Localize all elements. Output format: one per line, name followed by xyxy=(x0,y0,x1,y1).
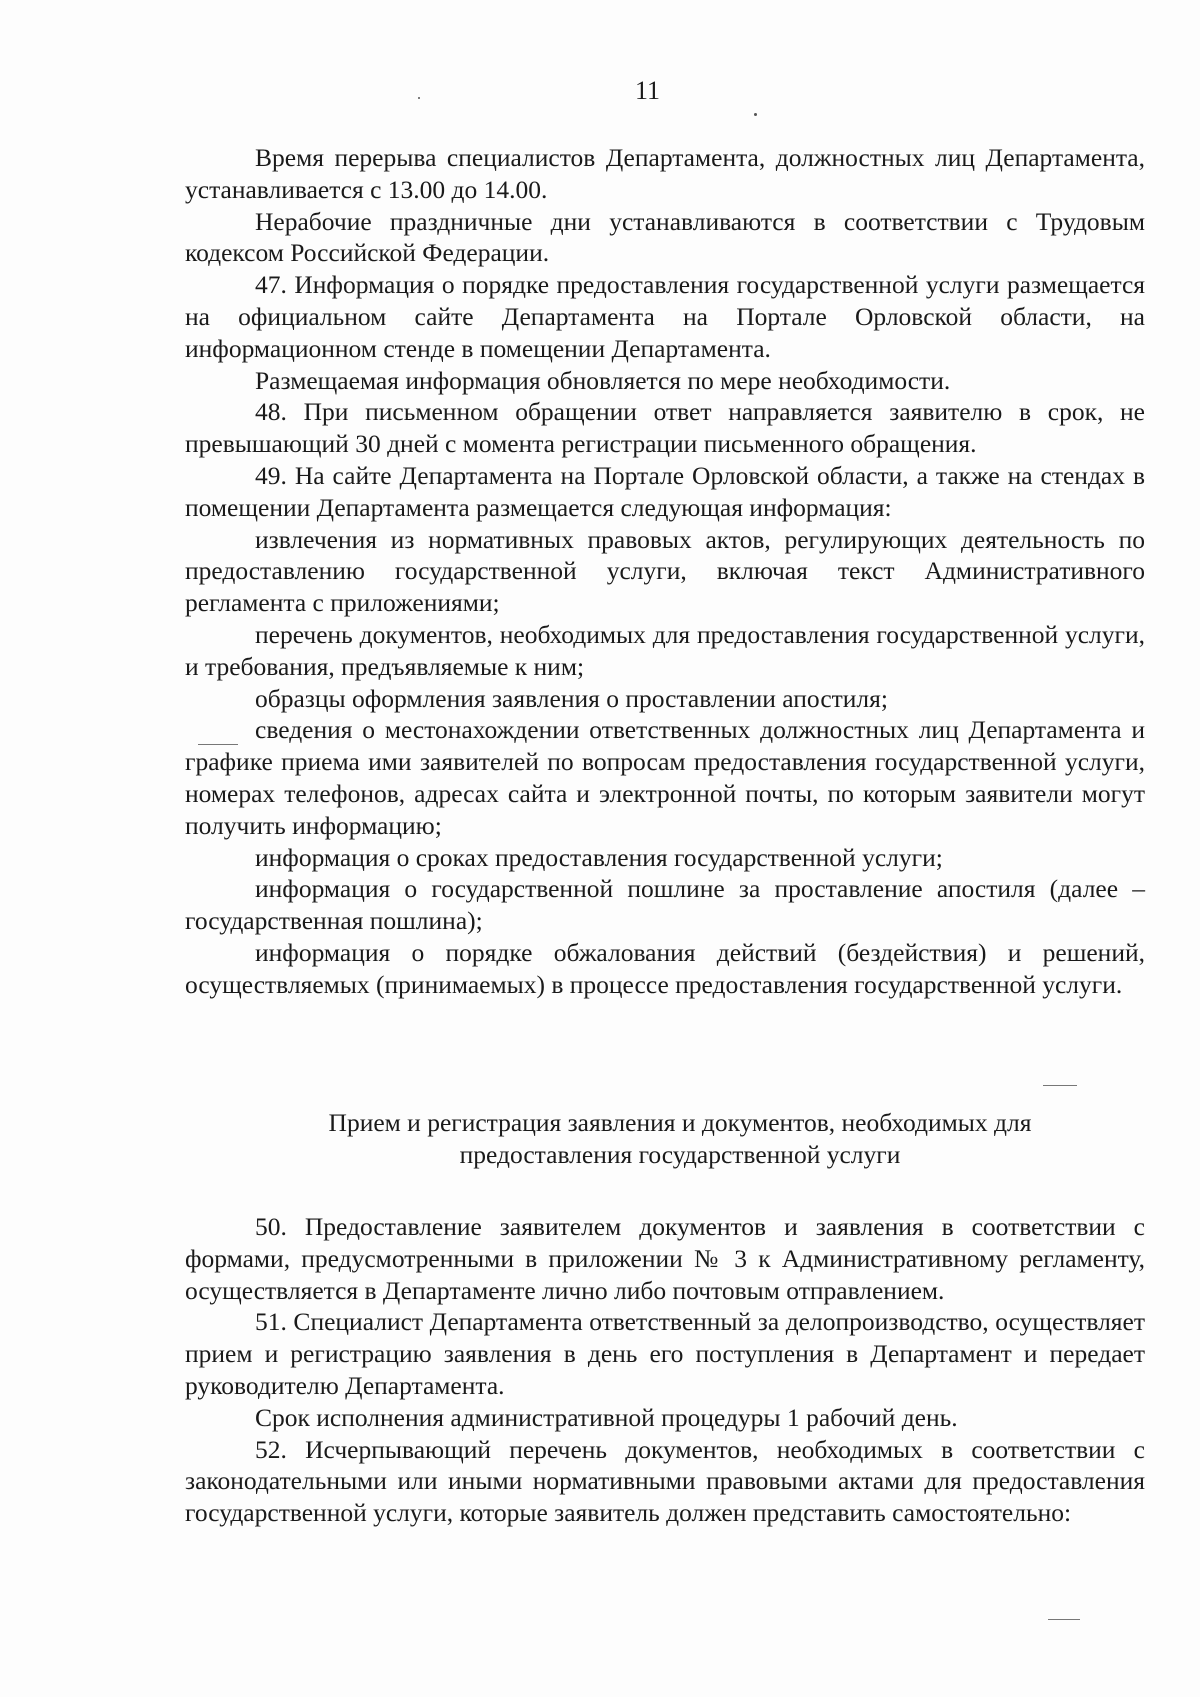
scan-artifact xyxy=(1048,1619,1080,1620)
scan-artifact xyxy=(1043,1085,1077,1086)
paragraph: 50. Предоставление заявителем документов и заявления в соответствии с формами, предусмотренными в приложении № 3 к Административному регламенту, осуществляется в Департаменте лично либо почтовым отправлением. xyxy=(185,1212,1145,1305)
paragraph: информация о порядке обжалования действий (бездействия) и решений, осуществляемых (принимаемых) в процессе предоставления государственной услуги. xyxy=(185,937,1145,999)
paragraph: информация о сроках предоставления государственной услуги; xyxy=(255,842,943,872)
paragraph: 52. Исчерпывающий перечень документов, необходимых в соответствии с законодательными или иными нормативными правовыми актами для предоставления государственной услуги, которые заявитель должен представить самостоятельно: xyxy=(185,1434,1145,1528)
section-heading-line: предоставления государственной услуги xyxy=(459,1139,901,1169)
paragraph: сведения о местонахождении ответственных должностных лиц Департамента и графике приема ими заявителей по вопросам предоставления государственной услуги, номерах телефонов, адресах сайта и электронной почты, по которым заявители могут получить информацию; xyxy=(185,715,1145,840)
paragraph: 51. Специалист Департамента ответственный за делопроизводство, осуществляет прием и регистрацию заявления в день его поступления в Департамент и передает руководителю Департамента. xyxy=(185,1307,1145,1400)
paragraph: Срок исполнения административной процедуры 1 рабочий день. xyxy=(255,1402,958,1432)
paragraph: перечень документов, необходимых для предоставления государственной услуги, и требования, предъявляемые к ним; xyxy=(185,619,1145,681)
paragraph: образцы оформления заявления о проставлении апостиля; xyxy=(255,683,888,713)
paragraph: информация о государственной пошлине за проставление апостиля (далее – государственная пошлина); xyxy=(185,874,1145,936)
section-heading-line: Прием и регистрация заявления и документов, необходимых для xyxy=(328,1108,1032,1137)
scan-artifact xyxy=(198,744,238,745)
body-text-top xyxy=(185,142,1145,1001)
paragraph: Нерабочие праздничные дни устанавливаются в соответствии с Трудовым кодексом Российской Федерации. xyxy=(185,206,1145,268)
body-text-bottom xyxy=(185,1211,1145,1529)
paragraph: 47. Информация о порядке предоставления государственной услуги размещается на официальном сайте Департамента на Портале Орловской области, на информационном стенде в помещении Департамента. xyxy=(185,270,1145,363)
scan-artifact xyxy=(418,97,420,99)
paragraph: Размещаемая информация обновляется по мере необходимости. xyxy=(255,365,951,395)
paragraph: 48. При письменном обращении ответ направляется заявителю в срок, не превышающий 30 дней с момента регистрации письменного обращения. xyxy=(185,397,1145,459)
scan-artifact xyxy=(754,113,757,116)
paragraph: Время перерыва специалистов Департамента, должностных лиц Департамента, устанавливается с 13.00 до 14.00. xyxy=(185,143,1145,204)
paragraph: 49. На сайте Департамента на Портале Орловской области, а также на стендах в помещении Департамента размещается следующая информация: xyxy=(185,460,1145,522)
section-heading xyxy=(200,1107,1160,1171)
paragraph: извлечения из нормативных правовых актов, регулирующих деятельность по предоставлению государственной услуги, включая текст Административного регламента с приложениями; xyxy=(185,524,1145,618)
page-number: 11 xyxy=(634,76,661,105)
